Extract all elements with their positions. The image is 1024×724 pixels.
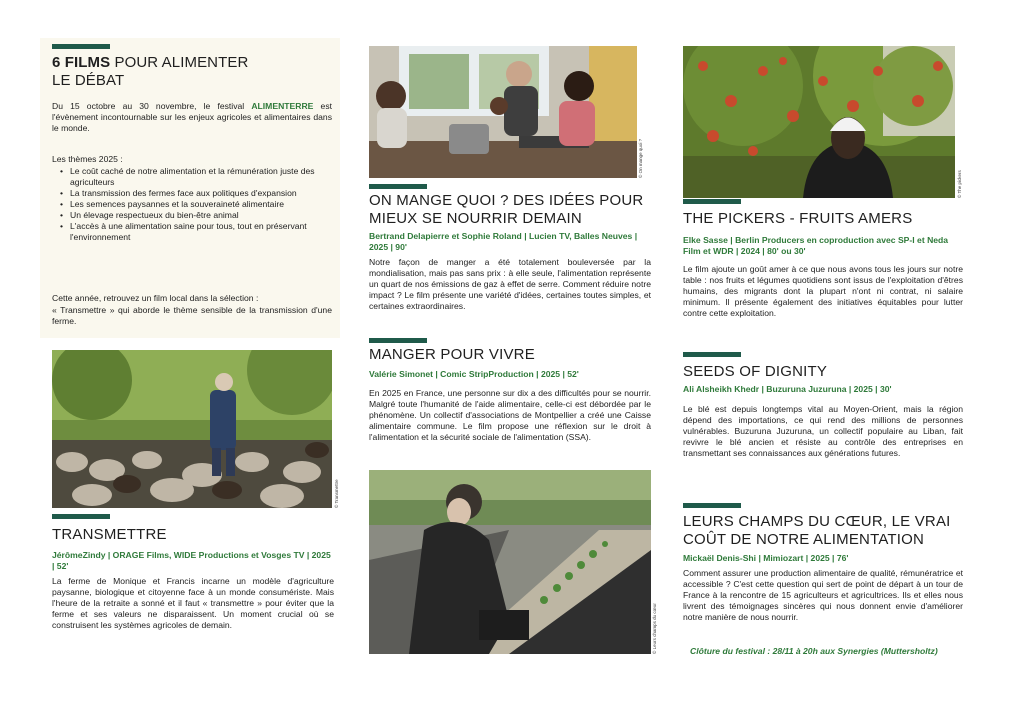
accent-bar (369, 338, 427, 343)
photo-credit: © Transmettre (334, 479, 339, 508)
manger-pour-vivre-photo (369, 470, 651, 654)
film-title: MANGER POUR VIVRE (369, 346, 535, 363)
film-synopsis: Comment assurer une production alimentaire de qualité, rémunératrice et accessible ? C'est cette question qui sert de point de départ à un tour de France à la rencontre de 15 agriculteurs et agricultrices. Ils et elles nous livrent des témoignages sincères qui nous donnent envie d'améliorer notre manière de nous nourrir. (683, 568, 963, 622)
accent-bar (683, 503, 741, 508)
themes-list (58, 166, 332, 243)
the-pickers-photo (683, 46, 955, 198)
themes-label: Les thèmes 2025 : (52, 154, 123, 164)
theme-item: • L'accès à une alimentation saine pour tous, tout en préservant l'environnement (58, 221, 332, 243)
film-credits: Mickaël Denis-Shi | Mimiozart | 2025 | 76' (683, 553, 849, 563)
film-title: ON MANGE QUOI ? DES IDÉES POUR MIEUX SE NOURRIR DEMAIN (369, 192, 644, 227)
photo-credit: © Leurs champs du cœur (652, 603, 657, 654)
transmettre-photo (52, 350, 332, 508)
page-title (52, 54, 332, 90)
photo-credit: © On mange quoi ? (638, 138, 643, 178)
film-synopsis: Le blé est depuis longtemps vital au Moyen-Orient, mais la région dépend des importations, ce qui rend des millions de personnes vulnérables. Buzuruna Juzuruna, un collectif populaire au Liban, fait revivre le blé ancien et résiste au contrôle des entreprises en transmettant ses connaissances aux générations futures. (683, 404, 963, 458)
local-film-detail: « Transmettre » qui aborde le thème sensible de la transmission d'une ferme. (52, 305, 332, 326)
film-credits: Ali Alsheikh Khedr | Buzuruna Juzuruna | 2025 | 30' (683, 384, 892, 394)
film-credits: Valérie Simonet | Comic StripProduction | 2025 | 52' (369, 369, 579, 379)
page-title-bold: 6 FILMS (52, 54, 111, 71)
theme-item: • Les semences paysannes et la souveraineté alimentaire (58, 199, 332, 210)
page-title-rest: POUR ALIMENTER (114, 54, 249, 71)
film-synopsis: Notre façon de manger a été totalement bouleversée par la mondialisation, mais pas sans prix : à elle seule, l'alimentation représente un quart de nos émissions de gaz à effet de serre. Comment réduire notre impact ? Le film présente une variété d'idées, certaines toutes simples, et certaines extraordinaires. (369, 257, 651, 311)
theme-item: • Un élevage respectueux du bien-être animal (58, 210, 332, 221)
theme-item: • La transmission des fermes face aux politiques d'expansion (58, 188, 332, 199)
photo-credit: © The pickers (957, 170, 962, 198)
film-synopsis: En 2025 en France, une personne sur dix a des difficultés pour se nourrir. Malgré toute l'humanité de l'aide alimentaire, celle-ci est débordée par le phénomène. Un collectif d'associations de Montpellier a créé une Caisse alimentaire commune. Le film propose une réflexion sur le droit à l'alimentation et la sécurité sociale de l'alimentation (SSA). (369, 388, 651, 442)
film-credits: Bertrand Delapierre et Sophie Roland | Lucien TV, Balles Neuves | 2025 | 90' (369, 231, 638, 252)
festival-name: ALIMENTERRE (251, 101, 314, 111)
page-title-line2: LE DÉBAT (52, 72, 125, 89)
accent-bar (683, 352, 741, 357)
film-title: LEURS CHAMPS DU CŒUR, LE VRAI COÛT DE NOTRE ALIMENTATION (683, 513, 951, 548)
film-title: TRANSMETTRE (52, 526, 167, 543)
on-mange-quoi-photo (369, 46, 637, 178)
closing-event: Clôture du festival : 28/11 à 20h aux Synergies (Muttersholtz) (690, 646, 938, 656)
intro-paragraph: Du 15 octobre au 30 novembre, le festival ALIMENTERRE est l'évènement incontournable sur les enjeux agricoles et alimentaires dans le monde. (52, 101, 333, 133)
film-title: THE PICKERS - FRUITS AMERS (683, 210, 913, 227)
accent-bar (52, 44, 110, 49)
film-credits: JérômeZindy | ORAGE Films, WIDE Productions et Vosges TV | 2025 | 52' (52, 550, 331, 571)
accent-bar (683, 199, 741, 204)
film-synopsis: Le film ajoute un goût amer à ce que nous avons tous les jours sur notre table : nos fruits et légumes quotidiens sont issus de l'exploitation d'êtres humains, des migrants dont la plupart n'ont ni contrat, ni salaire minimum. Il présente également des initiatives équitables pour lutter contre cette exploitation. (683, 264, 963, 318)
film-credits: Elke Sasse | Berlin Producers en coproduction avec SP-I et Neda Film et WDR | 2024 | 80' ou 30' (683, 235, 949, 256)
film-synopsis: La ferme de Monique et Francis incarne un modèle d'agriculture paysanne, biologique et citoyenne face à un monde consumériste. Mais l'heure de la retraite a sonné et il faut « transmettre » pour éviter que la ferme et ses valeurs ne disparaissent. Un moment crucial où se construisent les systèmes agricoles de demain. (52, 576, 334, 630)
film-title: SEEDS OF DIGNITY (683, 363, 828, 380)
accent-bar (52, 514, 110, 519)
local-film-line: Cette année, retrouvez un film local dans la sélection : (52, 293, 259, 303)
theme-item: • Le coût caché de notre alimentation et la rémunération juste des agriculteurs (58, 166, 332, 188)
accent-bar (369, 184, 427, 189)
